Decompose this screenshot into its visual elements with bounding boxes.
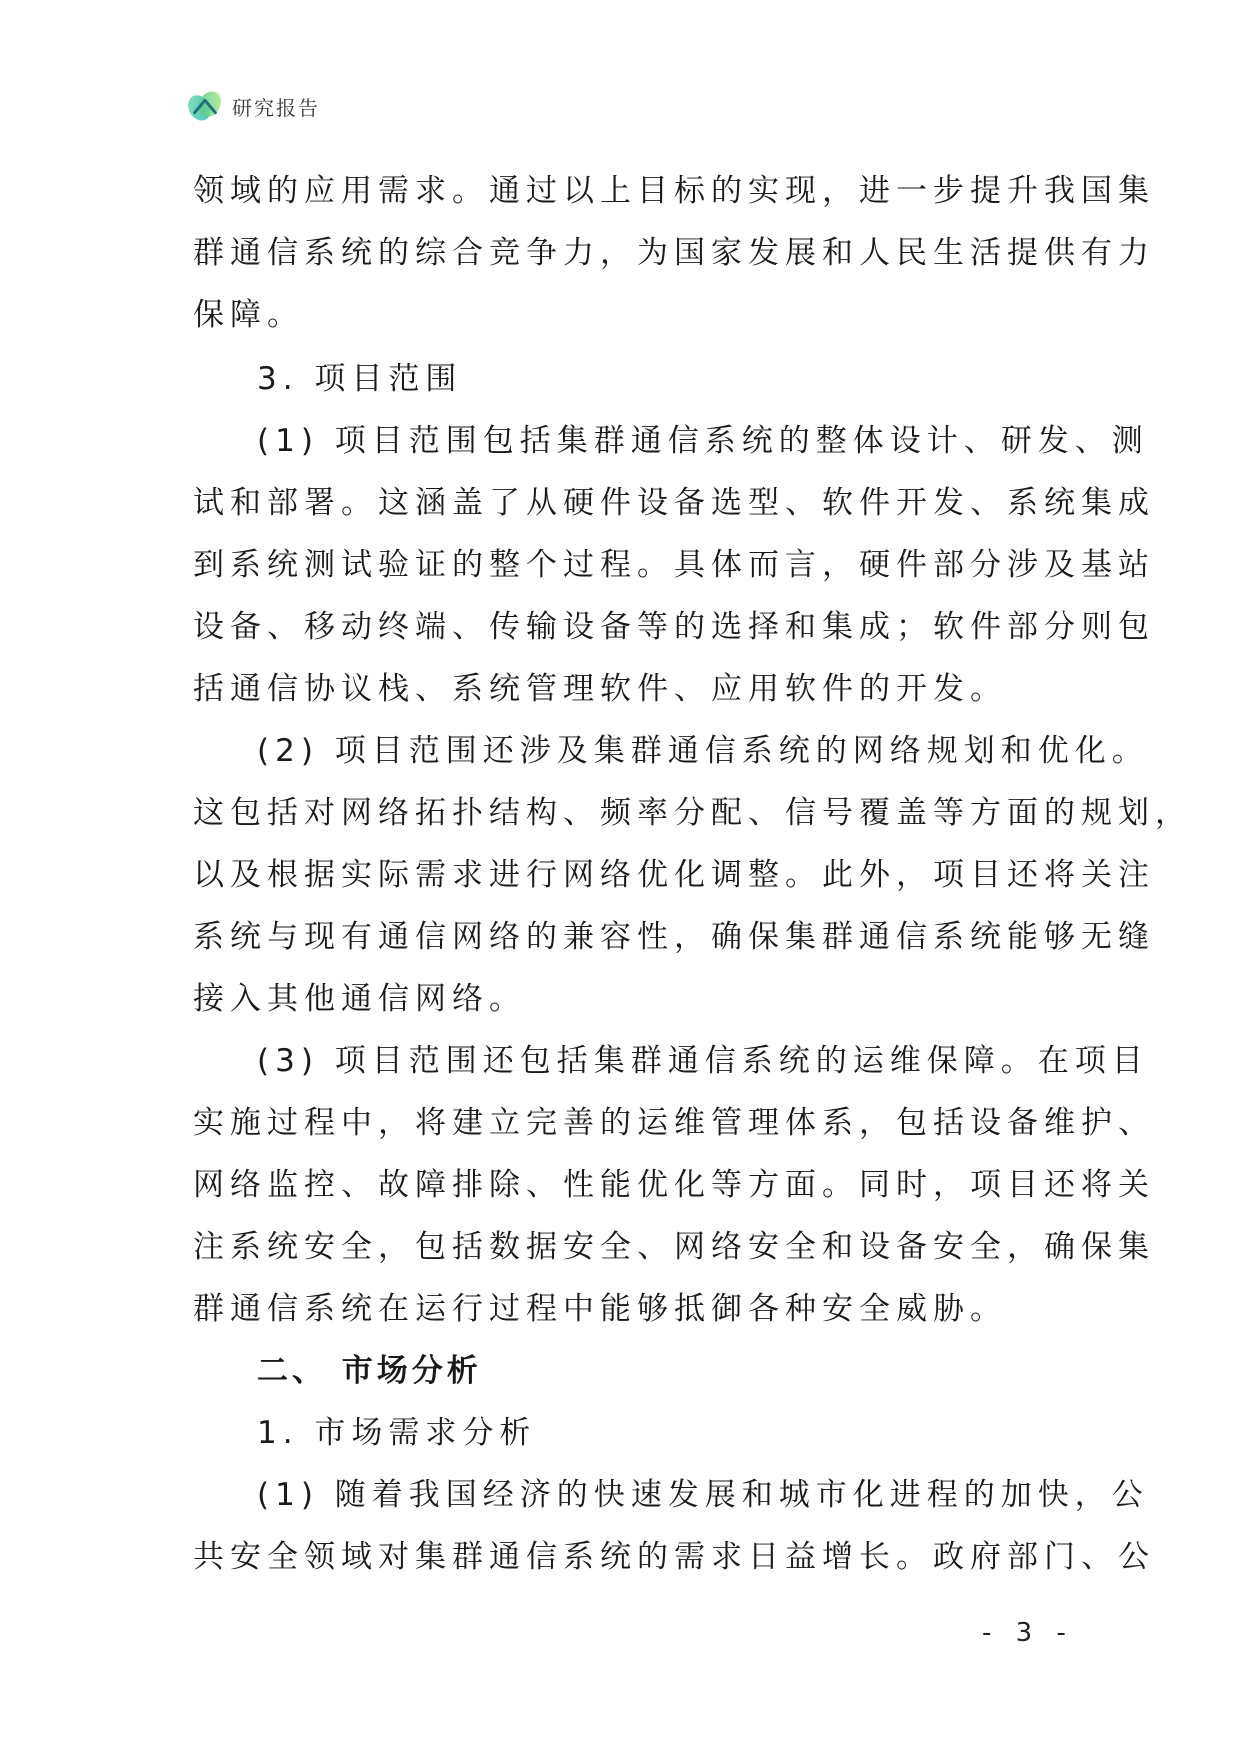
text-line: 实施过程中，将建立完善的运维管理体系，包括设备维护、 [193,1105,1155,1141]
text-line: 系统与现有通信网络的兼容性，确保集群通信系统能够无缝 [193,919,1155,955]
text-line: (1) 随着我国经济的快速发展和城市化进程的加快，公 [257,1477,1149,1513]
paragraph-demand-1 [193,1464,1155,1588]
header-title: 研究报告 [232,95,320,120]
text-line: 领域的应用需求。通过以上目标的实现，进一步提升我国集 [193,173,1155,209]
leaf-logo-icon [186,87,224,125]
text-line: 这包括对网络拓扑结构、频率分配、信号覆盖等方面的规划， [193,795,1192,831]
text-line: (2) 项目范围还涉及集群通信系统的网络规划和优化。 [257,733,1149,769]
text-line: 注系统安全，包括数据安全、网络安全和设备安全，确保集 [193,1229,1155,1265]
document-header [186,86,320,126]
text-line: (1) 项目范围包括集群通信系统的整体设计、研发、测 [257,423,1149,459]
text-line: 保障。 [193,297,304,333]
text-line: 群通信系统在运行过程中能够抵御各种安全威胁。 [193,1291,1007,1327]
text-line: 括通信协议栈、系统管理软件、应用软件的开发。 [193,671,1007,707]
paragraph-continuation [193,160,1155,346]
paragraph-scope-3 [193,1030,1155,1340]
text-line: 接入其他通信网络。 [193,981,526,1017]
subsection-heading-market-demand: 1. 市场需求分析 [257,1415,537,1451]
text-line: 以及根据实际需求进行网络优化调整。此外，项目还将关注 [193,857,1155,893]
text-line: 试和部署。这涵盖了从硬件设备选型、软件开发、系统集成 [193,485,1155,521]
page-number: - 3 - [982,1618,1074,1648]
text-line: 设备、移动终端、传输设备等的选择和集成；软件部分则包 [193,609,1155,645]
text-line: 到系统测试验证的整个过程。具体而言，硬件部分涉及基站 [193,547,1155,583]
text-line: 群通信系统的综合竞争力，为国家发展和人民生活提供有力 [193,235,1155,271]
text-line: (3) 项目范围还包括集群通信系统的运维保障。在项目 [257,1043,1149,1079]
section-heading-market-analysis: 二、 市场分析 [257,1353,482,1389]
subsection-heading-project-scope: 3. 项目范围 [257,361,463,397]
text-line: 网络监控、故障排除、性能优化等方面。同时，项目还将关 [193,1167,1155,1203]
paragraph-scope-2 [193,720,1192,1030]
paragraph-scope-1 [193,410,1155,720]
document-body [193,160,1192,1588]
text-line: 共安全领域对集群通信系统的需求日益增长。政府部门、公 [193,1539,1155,1575]
